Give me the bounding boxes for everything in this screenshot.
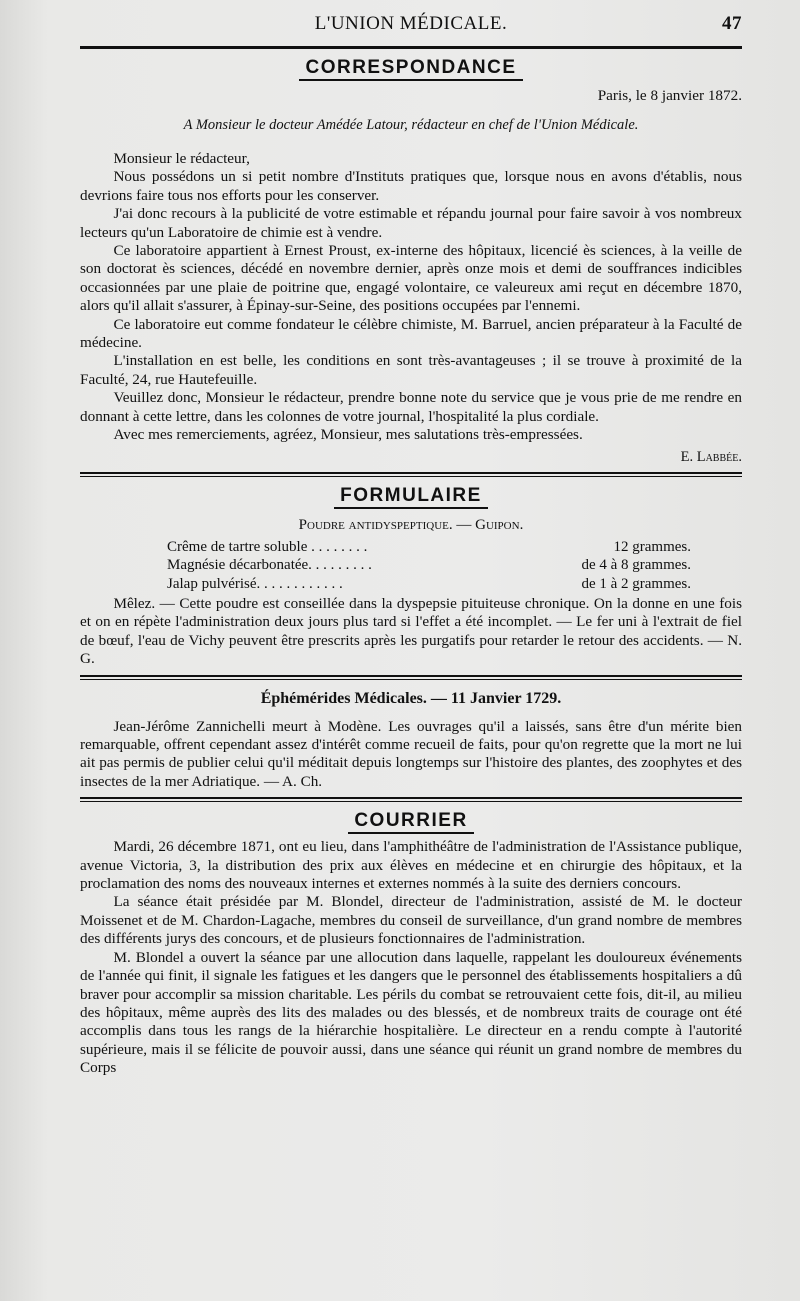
ephemerides-heading: Éphémérides Médicales. — 11 Janvier 1729. bbox=[260, 689, 562, 707]
header-rule bbox=[80, 46, 742, 49]
letter-dateline: Paris, le 8 janvier 1872. bbox=[597, 87, 742, 104]
letter-paragraph: Ce laboratoire appartient à Ernest Proust, ex-interne des hôpitaux, licencié ès sciences, à la veille de son doctorat ès sciences, décédé en novembre dernier, après onze mois et demi de souffrances indicibles occasionnées par une plaie de poitrine que, engagé volontaire, ce valeureux ami reçut en décembre 1870, alors qu'il allait s'assurer, à Épinay-sur-Seine, des positions occupées par l'ennemi. bbox=[80, 242, 742, 315]
letter-paragraph: Veuillez donc, Monsieur le rédacteur, prendre bonne note du service que je vous prie de me rendre en donnant à cette lettre, dans les colonnes de votre journal, l'hospitalité la plus cordiale. bbox=[80, 389, 742, 425]
ingredient-row bbox=[131, 575, 691, 594]
courrier-paragraph: La séance était présidée par M. Blondel, directeur de l'administration, assisté de M. le docteur Moissenet et de M. Chardon-Lagache, membres du conseil de surveillance, d'un grand nombre de membres des différents jurys des concours, et de plusieurs fonctionnaires de l'administration. bbox=[80, 893, 742, 948]
correspondance-heading: CORRESPONDANCE bbox=[80, 57, 742, 79]
letter-addressee: A Monsieur le docteur Amédée Latour, rédacteur en chef de l'Union Médicale. bbox=[183, 117, 639, 133]
letter-signature: E. Labbée. bbox=[680, 448, 742, 465]
letter-paragraph: Ce laboratoire eut comme fondateur le célèbre chimiste, M. Barruel, ancien préparateur à la Faculté de médecine. bbox=[80, 315, 742, 352]
running-head bbox=[80, 10, 742, 38]
ingredient-quantity: de 4 à 8 grammes. bbox=[581, 557, 691, 573]
ingredient-row bbox=[131, 556, 691, 575]
page-number: 47 bbox=[722, 13, 742, 34]
recipe-title: Poudre antidyspeptique. — Guipon. bbox=[298, 516, 524, 533]
ephemerides-text: Jean-Jérôme Zannichelli meurt à Modène. Les ouvrages qu'il a laissés, sans être d'un mérite bien remarquable, offrent cependant assez d'intérêt comme recueil de faits, pour qu'on regrette que la mort ne lui ait pas permis de publier celui qu'il méditait depuis longtemps sur l'histoire des plantes, des zoophytes et des insectes de la mer Adriatique. — A. Ch. bbox=[80, 717, 742, 790]
recipe-ingredients bbox=[131, 538, 691, 594]
ingredient-quantity: 12 grammes. bbox=[613, 538, 691, 555]
letter-paragraph: Nous possédons un si petit nombre d'Instituts pratiques que, lorsque nous en avons d'établis, nous devrions faire tous nos efforts pour les conserver. bbox=[80, 168, 742, 204]
letter-paragraph: L'installation en est belle, les conditions en sont très-avantageuses ; il se trouve à proximité de la Faculté, 24, rue Hautefeuille. bbox=[80, 352, 742, 388]
letter-paragraph: J'ai donc recours à la publicité de votre estimable et répandu journal pour faire savoir à vos nombreux lecteurs qu'un Laboratoire de chimie est à vendre. bbox=[80, 205, 742, 241]
formulaire-heading: FORMULAIRE bbox=[80, 485, 742, 507]
ingredient-row bbox=[131, 538, 691, 557]
letter-paragraph: Avec mes remerciements, agréez, Monsieur, mes salutations très-empressées. bbox=[113, 426, 583, 444]
section-divider bbox=[80, 472, 742, 477]
courrier-heading: COURRIER bbox=[80, 810, 742, 832]
recipe-instructions: Mêlez. — Cette poudre est conseillée dans la dyspepsie pituiteuse chronique. On la donne en une fois et on en répète l'administration deux jours plus tard si l'effet a été incomplet. — Le fer uni à l'extrait de fiel de bœuf, l'eau de Vichy peuvent être prescrits après les purgatifs pour retarder le retour des accidents. — N. G. bbox=[80, 595, 742, 668]
courrier-paragraph: M. Blondel a ouvert la séance par une allocution dans laquelle, rappelant les douloureux événements de l'année qui finit, il signale les fatigues et les dangers que le personnel des établissements hospitaliers a dû braver pour accomplir sa mission charitable. Les périls du combat se retrouvaient cette fois, dit-il, au milieu des hôpitaux, même auprès des lits des malades ou des blessés, et de nombreux traits de courage ont été accomplis dans tous les rangs de la hiérarchie hospitalière. Le directeur en a rendu compte à l'autorité supérieure, mais il se félicite de pouvoir aussi, dans une séance qui réunit un grand nombre de membres du Corps bbox=[80, 948, 742, 1077]
journal-title: L'UNION MÉDICALE. bbox=[314, 13, 508, 34]
section-divider bbox=[80, 797, 742, 802]
ingredient-quantity: de 1 à 2 grammes. bbox=[581, 575, 691, 592]
ingredient-name: Crême de tartre soluble . . . . . . . . bbox=[167, 538, 368, 555]
ingredient-name: Magnésie décarbonatée. . . . . . . . . bbox=[167, 557, 372, 573]
letter-salutation: Monsieur le rédacteur, bbox=[113, 150, 250, 167]
ingredient-name: Jalap pulvérisé. . . . . . . . . . . . bbox=[167, 575, 343, 592]
section-divider bbox=[80, 675, 742, 680]
courrier-paragraph: Mardi, 26 décembre 1871, ont eu lieu, dans l'amphithéâtre de l'administration de l'Assistance publique, avenue Victoria, 3, la distribution des prix aux élèves en médecine et en chirurgie des hôpitaux, et la proclamation des noms des nouveaux internes et externes nommés à la suite des derniers concours. bbox=[80, 838, 742, 893]
